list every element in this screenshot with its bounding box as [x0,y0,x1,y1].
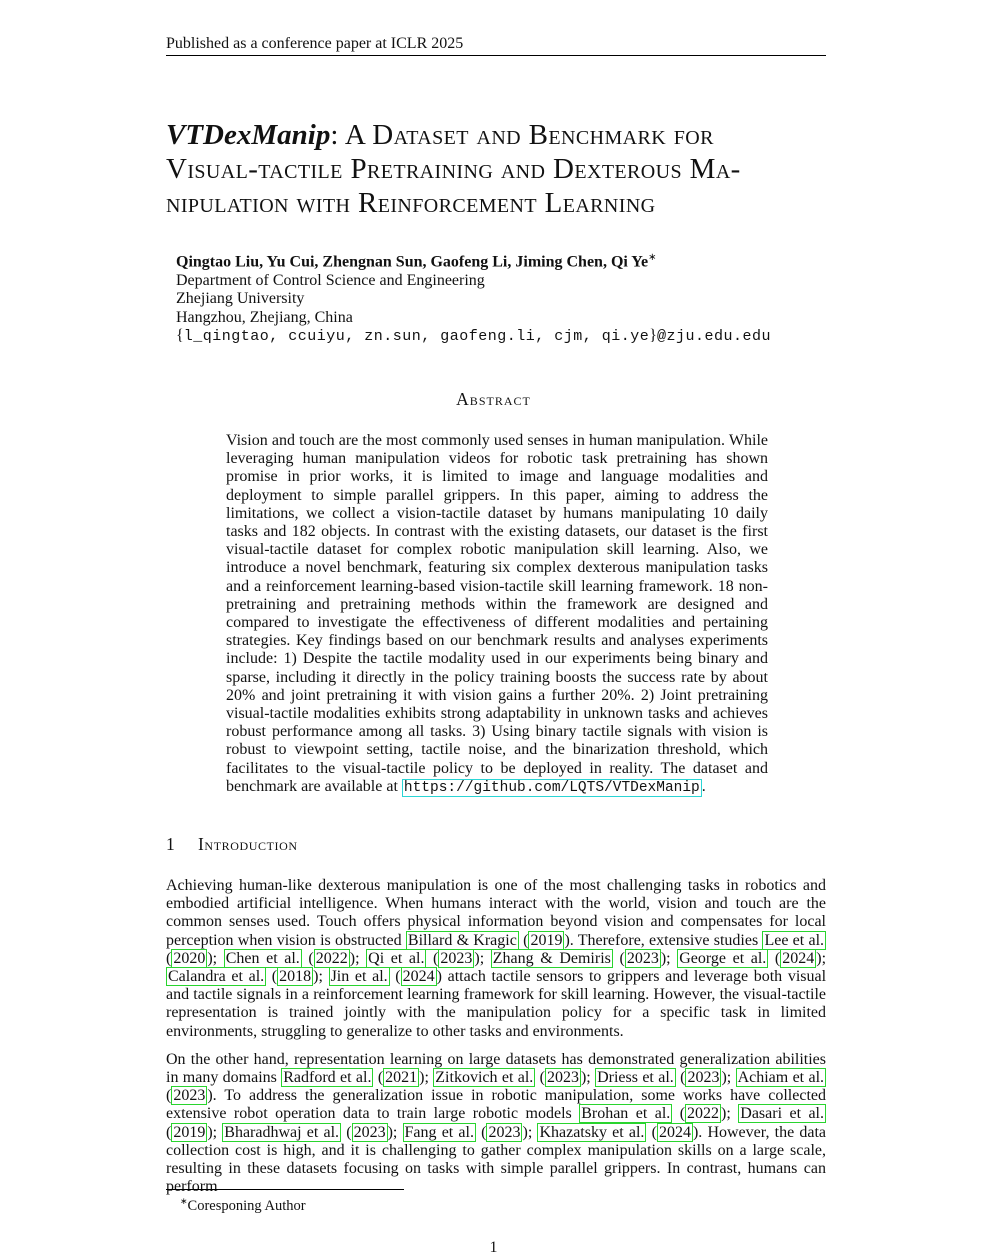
paper-title [166,118,836,220]
author-names: Qingtao Liu, Yu Cui, Zhengnan Sun, Gaofeng Li, Jiming Chen, Qi Ye [176,253,649,271]
citation-link[interactable]: Bharadhwaj et al. [224,1123,340,1141]
abstract-heading: Abstract [456,389,531,409]
running-header: Published as a conference paper at ICLR 2025 [166,34,826,56]
text-run: ); [721,1069,736,1087]
repo-link[interactable]: https://github.com/LQTS/VTDexManip [403,779,700,796]
title-line2: Visual-tactile Pretraining and Dexterous Ma- [166,153,741,185]
section-heading [166,834,298,855]
text-run: ); [207,949,224,967]
citation-link[interactable]: Khazatsky et al. [539,1123,645,1141]
text-run: ). However, the data collection cost is high, and it is challenging to gather complex manipulation skills on a large scale, resulting in these datasets focusing on tasks with simple parallel grippers. In contrast, humans can perform [166,1123,826,1196]
text-run: ); [207,1123,223,1141]
citation-link[interactable]: Fang et al. [404,1123,474,1141]
text-run: ); [474,949,491,967]
intro-paragraph-1: Achieving human-like dexterous manipulation is one of the most challenging tasks in robotics and embodied artificial intelligence. When humans interact with the world, vision and touch are the common senses used. Touch offers physical information beyond vision and compensates for local perception when vision is obstructed Billard & Kragic ( 2019 ). Therefore, extensive studies Lee et al. ( 2020 ); Chen et al. ( 2022 ); Qi et al. ( 2023 ); Zhang & Demiris ( 2023 ); George et al. ( 2024 ); Calandra et al. ( 2018 ); Jin et al. ( 2024 ) attach tactile sensors to grippers and leverage both visual and tactile signals in a reinforcement learning framework for skill learning. However, the visual-tactile representation is trained jointly with the manipulation policy for a specific task in limited environments, struggling to generalize to other tasks and environments. [166,877,827,1040]
text-run: Achieving human-like dexterous manipulation is one of the most challenging tasks in robotics and embodied artificial intelligence. When humans interact with the world, vision and touch are the common senses used. Touch offers physical information beyond vision and compensates for local perception when vision is obstructed [166,877,826,949]
citation-year-link[interactable]: 2024 [402,968,435,986]
citation-link[interactable]: Zhang & Demiris [492,949,611,967]
affiliation-location: Hangzhou, Zhejiang, China [176,308,353,326]
citation-link[interactable]: Dasari et al. [740,1105,824,1123]
text-run: ); [313,968,329,986]
title-line3: nipulation with Reinforcement Learning [166,187,656,219]
text-run: ); [721,1105,739,1123]
author-block [176,249,836,347]
abstract-end: . [701,777,706,795]
citation-link[interactable]: George et al. [679,949,767,967]
email-brace-open: { [176,327,184,345]
citation-link[interactable]: Brohan et al. [581,1105,671,1123]
section-number: 1 [166,834,176,854]
citation-link[interactable]: Radford et al. [283,1069,372,1087]
section-title: Introduction [198,834,298,854]
text-run: ). To address the generalization issue in robotic manipulation, some works have collected extensive robot operation data to train large robotic models [166,1087,826,1123]
citation-link[interactable]: Qi et al. [368,949,425,967]
citation-year-link[interactable]: 2020 [173,949,206,967]
affiliation-university: Zhejiang University [176,290,305,308]
text-run: ); [660,949,678,967]
email-list: l_qingtao, ccuiyu, zn.sun, gaofeng.li, cjm, qi.ye [183,328,650,346]
text-run: ); [419,1069,434,1087]
citation-year-link[interactable]: 2023 [173,1087,206,1105]
citation-year-link[interactable]: 2022 [315,949,348,967]
title-line1: : A Dataset and Benchmark for [330,119,714,151]
corresponding-mark: ∗ [648,252,657,263]
text-run: ); [349,949,367,967]
text-run: On the other hand, representation learning on large datasets has demonstrated generalization abilities in many domains [166,1050,826,1087]
abstract-body [226,432,768,797]
citation-year-link[interactable]: 2023 [626,949,659,967]
citation-link[interactable]: Driess et al. [597,1069,674,1087]
text-run: ); [522,1123,538,1141]
citation-link[interactable]: Chen et al. [225,949,300,967]
citation-year-link[interactable]: 2024 [782,949,815,967]
page-number: 1 [489,1239,498,1256]
footnote-text: Coresponing Author [187,1197,306,1214]
citation-year-link[interactable]: 2018 [279,968,312,986]
author-emails [176,327,836,347]
abstract-text: Vision and touch are the most commonly used senses in human manipulation. While leveraging human manipulation videos for robotic task pretraining has shown promise in prior works, it is limited to image and language modalities and deployment to simple parallel grippers. In this paper, aiming to address the limitations, we collect a vision-tactile dataset by humans manipulating 10 daily tasks and 182 objects. In contrast with the existing datasets, our dataset is the first visual-tactile dataset for complex robotic manipulation skill learning. Also, we introduce a novel benchmark, featuring six complex dexterous manipulation tasks and a reinforcement learning-based vision-tactile skill learning framework. 18 non-pretraining and pretraining methods within the framework are designed and compared to investigate the effectiveness of different modalities and pertaining strategies. Key findings based on our benchmark results and analyses experiments include: 1) Despite the tactile modality used in our experiments being binary and sparse, including it directly in the policy training boosts the success rate by about 20% and joint pretraining it with vision gains a further 20%. 2) Joint pretraining visual-tactile modalities exhibits strong adaptability in unknown tasks and achieves robust performance among all tasks. 3) Using binary tactile signals with vision is robust to viewpoint setting, tactile noise, and the binarization threshold, which facilitates to the visual-tactile policy to be deployed in reality. The dataset and benchmark are available at [226,432,768,795]
citation-year-link[interactable]: 2024 [658,1123,691,1141]
citation-link[interactable]: Calandra et al. [168,968,265,986]
email-brace-close: } [649,327,657,345]
citation-link[interactable]: Billard & Kragic [407,931,517,949]
title-dataset-name: VTDexManip [166,119,331,151]
affiliation-department: Department of Control Science and Engineering [176,271,485,289]
citation-year-link[interactable]: 2023 [440,949,473,967]
citation-year-link[interactable]: 2021 [385,1069,418,1087]
email-domain: @zju.edu.edu [656,328,771,346]
footnote-rule [166,1189,404,1190]
text-run: ); [387,1123,403,1141]
footnote [180,1193,306,1215]
citation-link[interactable]: Jin et al. [330,968,388,986]
citation-link[interactable]: Zitkovich et al. [435,1069,534,1087]
footnote-mark: ∗ [180,1196,188,1206]
citation-link[interactable]: Lee et al. [764,931,825,949]
citation-year-link[interactable]: 2019 [173,1123,206,1141]
text-run: ) attach tactile sensors to grippers and leverage both visual and tactile signals in a reinforcement learning framework for skill learning. However, the visual-tactile representation is trained jointly with the manipulation policy for a specific task in limited environments, struggling to generalize to other tasks and environments. [166,968,827,1040]
text-run: ). Therefore, extensive studies [564,931,763,949]
text-run: ); [580,1069,596,1087]
text-run: ); [816,949,827,967]
citation-year-link[interactable]: 2023 [687,1069,720,1087]
citation-year-link[interactable]: 2023 [353,1123,386,1141]
intro-body [166,877,826,1206]
citation-link[interactable]: Achiam et al. [737,1069,825,1087]
citation-year-link[interactable]: 2023 [546,1069,579,1087]
citation-year-link[interactable]: 2019 [530,931,563,949]
citation-year-link[interactable]: 2023 [488,1123,521,1141]
citation-year-link[interactable]: 2022 [687,1105,720,1123]
intro-paragraph-2: On the other hand, representation learning on large datasets has demonstrated generalization abilities in many domains Radford et al. ( 2021 ); Zitkovich et al. ( 2023 ); Driess et al. ( 2023 ); Achiam et al. ( 2023 ). To address the generalization issue in robotic manipulation, some works have collected extensive robot operation data to train large robotic models Brohan et al. ( 2022 ); Dasari et al. ( 2019 ); Bharadhwaj et al. ( 2023 ); Fang et al. ( 2023 ); Khazatsky et al. ( 2024 ). However, the data collection cost is high, and it is challenging to gather complex manipulation skills on a large scale, resulting in these datasets focusing on tasks with simple parallel grippers. In contrast, humans can perform [166,1050,826,1196]
